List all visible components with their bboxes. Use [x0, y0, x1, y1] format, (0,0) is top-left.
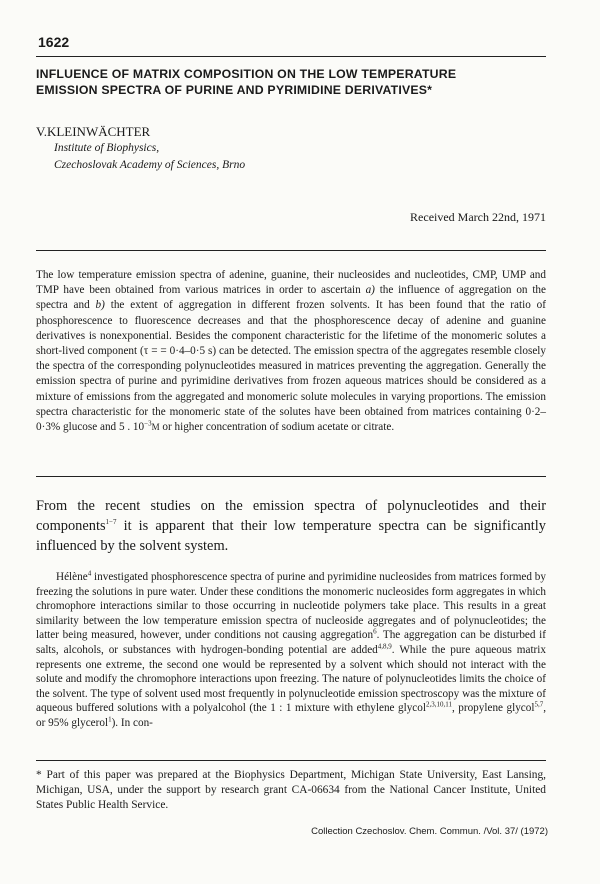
header-rule	[36, 56, 546, 57]
ref-5: 5,7	[534, 700, 544, 709]
body-text-2: investigated phosphorescence spectra of purine and pyrimidine nucleosides from matrices formed by freezing the solutions in pure water. Under these conditions the monomeric nucleosides form aggregates in which chromophore interactions similar to those occurring in nucleotide polymers take place. This results in a great similarity between the low temperature emission spectra of nucleoside aggregates and of polynucleotides; the latter being measured, however, under conditions not causing aggregation	[36, 571, 546, 642]
abstract-marker-b: b)	[95, 299, 105, 312]
ref-1: 4	[87, 569, 92, 578]
ref-3: 4,8,9	[377, 642, 392, 651]
body-paragraph	[36, 570, 546, 731]
ref-4: 2,3,10,11	[425, 700, 452, 709]
abstract-marker-a: a)	[365, 284, 375, 297]
body-text-3: . The aggregation can be disturbed if salts, alcohols, or substances with hydrogen-bonding potential are added	[36, 629, 546, 656]
journal-citation: Collection Czechoslov. Chem. Commun. /Vol. 37/ (1972)	[311, 826, 548, 837]
abstract	[36, 268, 546, 435]
author: V.KLEINWÄCHTER	[36, 124, 151, 139]
page-number: 1622	[38, 34, 70, 50]
ref-6: 1	[108, 715, 112, 724]
footnote: * Part of this paper was prepared at the Biophysics Department, Michigan State University, East Lansing, Michigan, USA, under the support by research grant CA-06634 from the National Cancer Institute, United States Public Health Service.	[36, 769, 546, 811]
abstract-text-4: or higher concentration of sodium acetate or citrate.	[159, 421, 395, 434]
affiliation-line-1: Institute of Biophysics,	[54, 142, 160, 154]
intro-text-1: From the recent studies on the emission spectra of polynucleotides and their components	[36, 498, 546, 534]
title-line-2: EMISSION SPECTRA OF PURINE AND PYRIMIDINE DERIVATIVES*	[36, 83, 433, 97]
ref-2: 6	[373, 627, 377, 636]
abstract-text-1: The low temperature emission spectra of adenine, guanine, their nucleosides and nucleotides, CMP, UMP and TMP have been obtained from various matrices in order to ascertain	[36, 269, 546, 297]
abstract-text-2: the influence of aggregation on the spectra and	[36, 284, 546, 312]
body-text-4: . While the pure aqueous matrix represents one extreme, the second one would be represented by a solvent which should not interact with the solute and modify the chromophore interactions upon freezing. The nature of polynucleotides limits the choice of the solvent. The type of solvent used most frequently in polynucleotide emission spectroscopy was the mixture of aqueous buffered solutions with a polyalcohol (the 1 : 1 mixture with ethylene glycol	[36, 643, 546, 715]
affiliation-line-2: Czechoslovak Academy of Sciences, Brno	[54, 159, 246, 171]
received-date: Received March 22nd, 1971	[410, 210, 546, 224]
title-line-1: INFLUENCE OF MATRIX COMPOSITION ON THE LOW TEMPERATURE	[36, 67, 457, 81]
body-text-7: ). In con-	[111, 716, 153, 729]
abstract-exponent: −3	[144, 419, 152, 428]
abstract-unit: M	[151, 422, 160, 433]
body-text-1: Hélène	[56, 571, 88, 583]
abstract-bottom-rule	[36, 476, 546, 477]
intro-ref: 1−7	[105, 518, 117, 527]
intro-text-2: it is apparent that their low temperature spectra can be significantly influenced by the solvent system.	[36, 518, 546, 554]
abstract-text-3: the extent of aggregation in different frozen solvents. It has been found that the ratio of phosphorescence to fluorescence decreases and that the phosphorescence decay of adenine and guanine derivatives is nonexponential. Besides the component characteristic for the lifetime of the monomeric solutes a short-lived component (τ = = 0·4–0·5 s) can be detected. The emission spectra of the aggregates resemble closely the spectra of the corresponding polynucleotides measured in matrices preventing the aggregation. Generally the emission spectra of purine and pyrimidine derivatives from frozen aqueous matrices should be considered as a mixture of emissions from the aggregated and monomeric solute molecules in varying proportions. The emission spectra characteristic for the monomeric state of the solutes have been obtained from matrices containing 0·2–0·3% glucose and 5 . 10	[36, 299, 546, 434]
article-title	[36, 66, 556, 98]
footnote-rule	[36, 760, 546, 761]
affiliation	[54, 140, 245, 174]
body-text-5: , propylene glycol	[451, 702, 535, 715]
abstract-top-rule	[36, 250, 546, 251]
intro-paragraph	[36, 496, 546, 556]
body-text	[36, 570, 546, 731]
body-text-6: , or 95% glycerol	[36, 702, 546, 729]
